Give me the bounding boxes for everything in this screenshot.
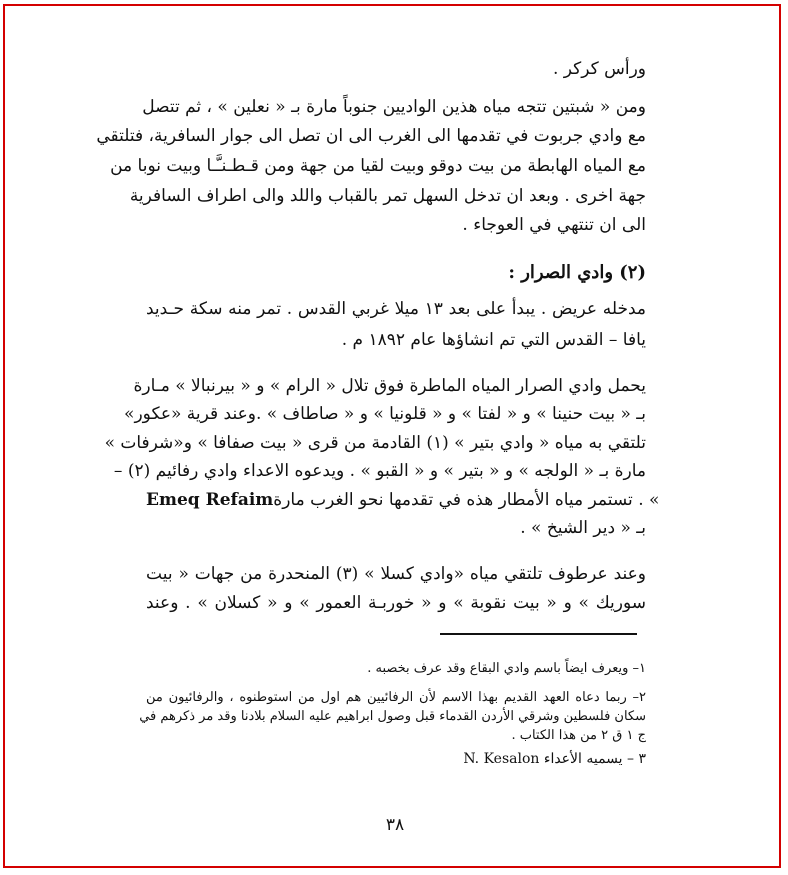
para2-line-1: مدخله عريض . يبدأ على بعد ١٣ ميلا غربي القدس . تمر منه سكة حـديد (146, 299, 646, 319)
footnote-3 (146, 750, 646, 768)
para1-line-6: الى ان تنتهي في العوجاء . (462, 215, 646, 235)
para1-line-2: ومن « شبتين تتجه مياه هذين الواديين جنوباً مارة بـ « نعلين » ، ثم تتصل (142, 97, 646, 117)
footnote-separator (440, 633, 637, 635)
para3-line-1: يحمل وادي الصرار المياه الماطرة فوق تلال « الرام » و « بيرنبالا » مـارة (133, 376, 646, 396)
para1-line-3: مع وادي جربوت في تقدمها الى الغرب الى ان تصل الى جوار السافرية، فتلتقي (96, 126, 646, 146)
para3-line-4: مارة بـ « الولجه » و « بتير » و « القبو » . ويدعوه الاعداء وادي رفائيم (٢) – (113, 461, 646, 481)
page-number: ٣٨ (385, 815, 405, 835)
para3-line-5 (146, 489, 660, 511)
para4-line-2: سوريك » و « بيت نقوبة » و « خوربـة العمور » و « كسلان » . وعند (146, 593, 646, 613)
para3-line-5-text: » . تستمر مياه الأمطار هذه في تقدمها نحو الغرب مارة (273, 490, 660, 510)
para3-line-3: تلتقي به مياه « وادي بتير » (١) القادمة من قرى « بيت صفافا » و«شرفات » (104, 433, 646, 453)
para3-line-6: بـ « دير الشيخ » . (520, 518, 646, 538)
para4-line-1: وعند عرطوف تلتقي مياه «وادي كسلا » (٣) المنحدرة من جهات « بيت (146, 564, 647, 584)
para1-line-5: جهة اخرى . وبعد ان تدخل السهل تمر بالقباب واللد والى اطراف السافرية (129, 186, 646, 206)
para3-line-2: بـ « بيت حنينا » و « لفتا » و « قلونيا » و « صاطاف » .وعند قرية «عكور» (124, 404, 646, 424)
para1-line-1: ورأس كركر . (552, 59, 646, 79)
para1-line-4: مع المياه الهابطة من بيت دوقو وبيت لقيا من جهة ومن قـطـنـَّـا وبيت نوبا من (110, 156, 646, 176)
footnote-2-line-2: سكان فلسطين وشرقي الأردن القدماء قبل وصول ابراهيم عليه السلام بلادنا وقد مر ذكرهم في (139, 709, 646, 724)
footnote-1: ١– ويعرف ايضاً باسم وادي البقاع وقد عرف بخصبه . (367, 661, 646, 676)
latin-name: Emeq Refaim (146, 490, 274, 510)
para2-line-2: يافا – القدس التي تم انشاؤها عام ١٨٩٢ م . (341, 330, 646, 350)
footnote-2-line-1: ٢– ربما دعاه العهد القديم بهذا الاسم لأن الرفائيين هم اول من استوطنوه ، والرفائيون من (146, 690, 646, 705)
section-heading: (٢) وادي الصرار : (508, 262, 646, 283)
footnote-3-text: ٣ – يسميه الأعداء (543, 751, 646, 767)
footnote-2-line-3: ج ١ ق ٢ من هذا الكتاب . (511, 728, 646, 743)
footnote-3-latin: N. Kesalon (463, 751, 540, 767)
